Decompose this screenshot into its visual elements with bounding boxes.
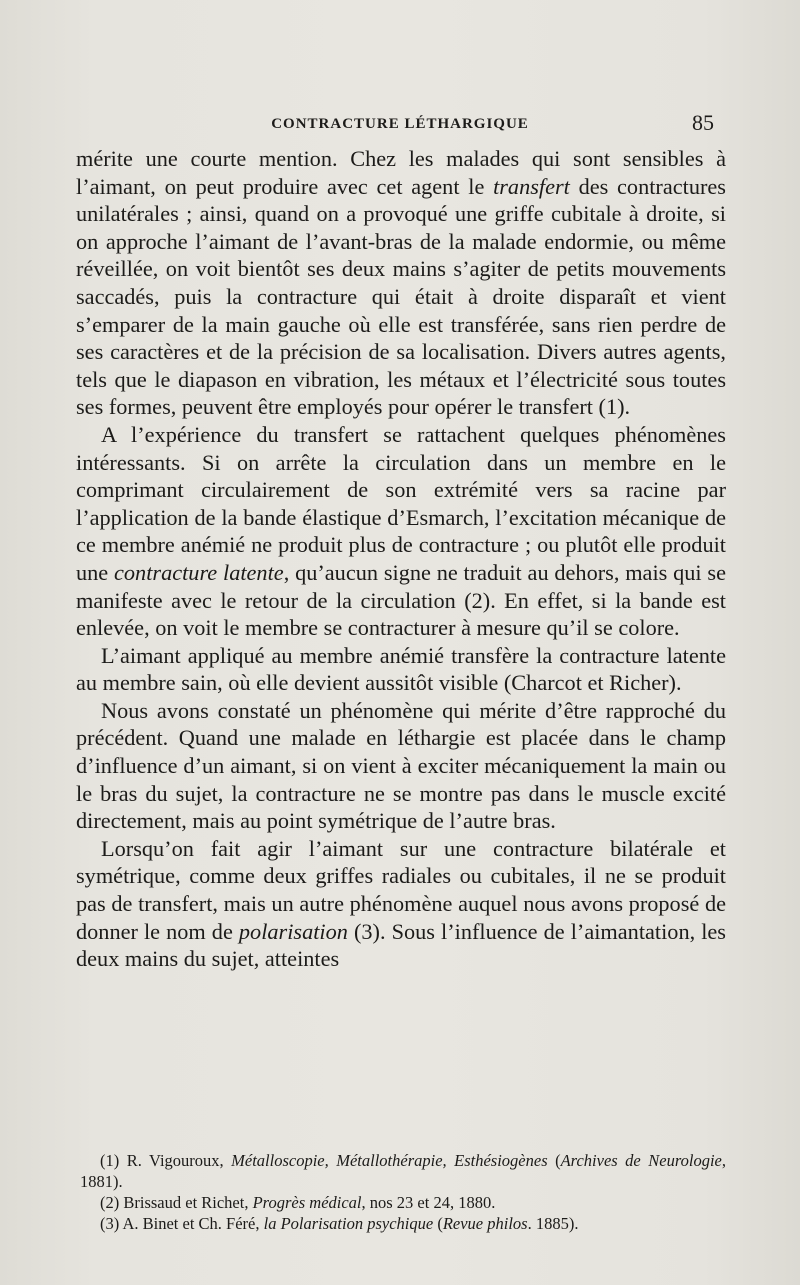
italic-text-run: Revue philos	[442, 1214, 528, 1233]
italic-text-run: la Polarisation psychique	[263, 1214, 434, 1233]
italic-text-run: polarisation	[238, 918, 348, 944]
paragraph	[76, 145, 726, 421]
page-number: 85	[692, 110, 714, 135]
text-run: (1) R. Vigouroux,	[100, 1151, 232, 1170]
footnote	[80, 1150, 726, 1192]
body-text	[76, 145, 726, 973]
paragraph	[76, 642, 726, 697]
text-run: (	[547, 1151, 561, 1170]
italic-text-run: Métalloscopie, Métallothérapie, Esthésiogènes	[231, 1151, 548, 1170]
paragraph	[76, 421, 726, 642]
text-run: Lorsqu’on fait agir l’aimant sur une contracture bilatérale et symétrique, comme deux griffes radiales ou cubitales, il ne se produit pas de transfert, mais un autre phénomène auquel nous avons proposé de donner le nom de	[76, 835, 726, 944]
text-run: Nous avons constaté un phénomène qui mérite d’être rapproché du précédent. Quand une malade en léthargie est placée dans le champ d’influence d’un aimant, si on vient à exciter mécaniquement la main ou le bras du sujet, la contracture ne se montre pas dans le muscle excité directement, mais au point symétrique de l’autre bras.	[76, 697, 726, 834]
paragraph	[76, 697, 726, 835]
italic-text-run: Archives de Neurologie	[560, 1151, 722, 1170]
text-run: , qu’aucun signe ne traduit au dehors, mais qui se manifeste avec le retour de la circulation (2). En effet, si la bande est enlevée, on voit le membre se contracturer à mesure qu’il se colore.	[76, 559, 726, 641]
text-run: (	[433, 1214, 443, 1233]
paragraph	[76, 835, 726, 973]
text-run: . 1885).	[527, 1214, 579, 1233]
italic-text-run: contracture latente	[114, 559, 284, 585]
text-run: , 1881).	[80, 1151, 726, 1191]
italic-text-run: Progrès médical	[252, 1193, 362, 1212]
text-run: mérite une courte mention. Chez les malades qui sont sensibles à l’aimant, on peut produire avec cet agent le	[76, 146, 726, 199]
text-run: A l’expérience du transfert se rattachent quelques phénomènes intéressants. Si on arrête la circulation dans un membre en le comprimant circulairement de son extrémité vers sa racine par l’application de la bande élastique d’Esmarch, l’excitation mécanique de ce membre anémié ne produit plus de contracture ; ou plutôt elle produit une	[76, 421, 726, 585]
text-run: L’aimant appliqué au membre anémié transfère la contracture latente au membre sain, où elle devient aussitôt visible (Charcot et Richer).	[76, 642, 726, 696]
running-title: CONTRACTURE LÉTHARGIQUE	[271, 116, 529, 132]
text-run: (3) A. Binet et Ch. Féré,	[100, 1214, 264, 1233]
footnote	[80, 1213, 726, 1234]
text-run: (3). Sous l’influence de l’aimantation, les deux mains du sujet, atteintes	[76, 918, 726, 972]
text-run: , nos 23 et 24, 1880.	[361, 1193, 496, 1212]
italic-text-run: transfert	[493, 173, 570, 199]
text-run: des contractures unilatérales ; ainsi, quand on a provoqué une griffe cubitale à droite, si on approche l’aimant de l’avant-bras de la malade endormie, ou même réveillée, on voit bientôt ses deux mains s’agiter de petits mouvements saccadés, puis la contracture qui était à droite disparaît et vient s’emparer de la main gauche où elle est transférée, sans rien perdre de ses caractères et de la précision de sa localisation. Divers autres agents, tels que le diapason en vibration, les métaux et l’électricité sous toutes ses formes, peuvent être employés pour opérer le transfert (1).	[76, 173, 726, 420]
footnotes	[80, 1150, 726, 1234]
footnote	[80, 1192, 726, 1213]
text-run: (2) Brissaud et Richet,	[100, 1193, 253, 1212]
